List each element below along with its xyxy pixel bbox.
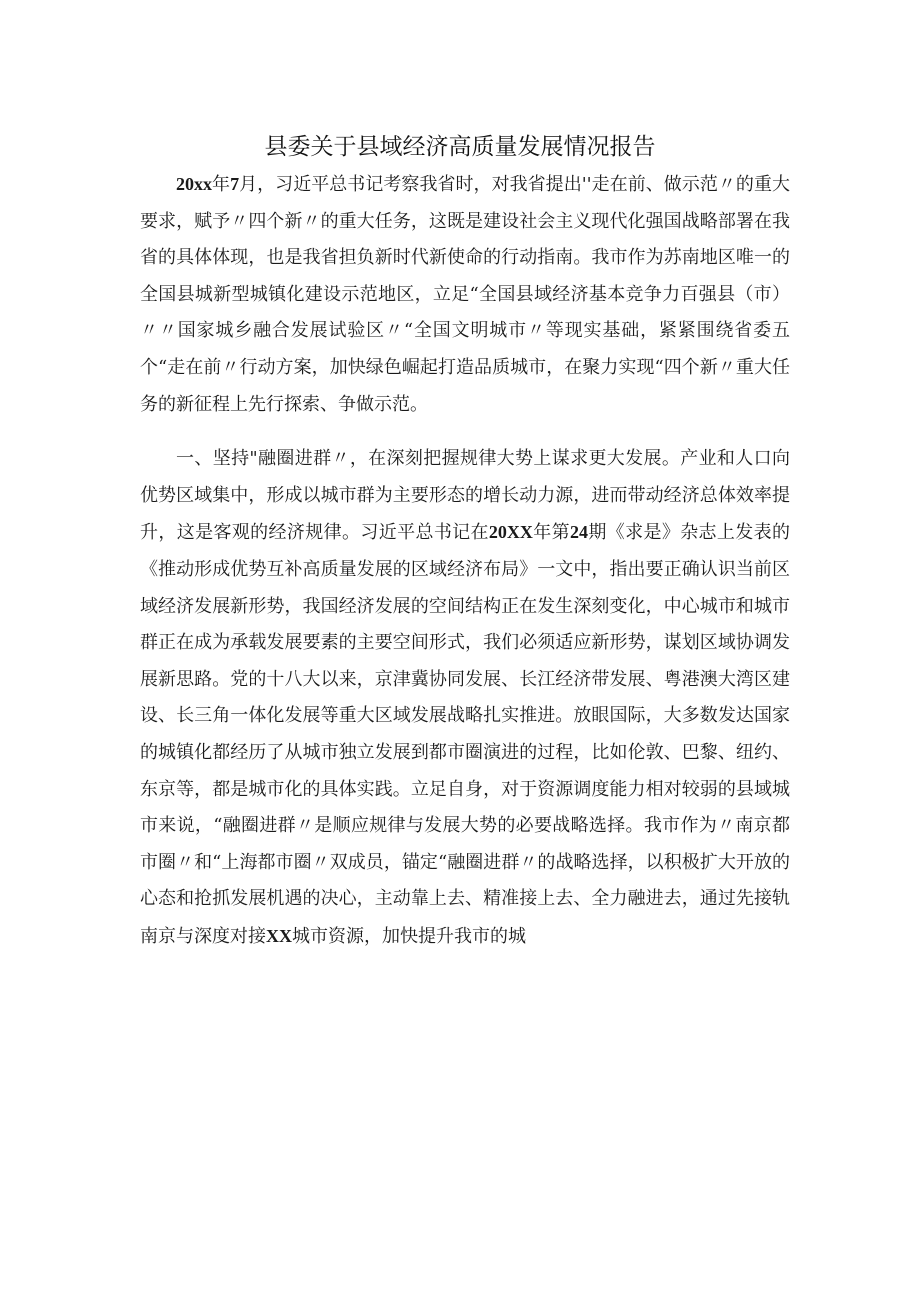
bold-text-run: 20xx [176,174,212,194]
bold-text-run: 20XX [488,522,533,543]
text-run: 城市资源，加快提升我市的城 [292,925,526,947]
document-title: 县委关于县域经济高质量发展情况报告 [264,134,656,160]
bold-text-run: 24 [570,522,589,543]
text-run: 期《求是》杂志上发表的《推动形成优势互补高质量发展的区域经济布局》一文中，指出要正确认识当前区域经济发展新形势，我国经济发展的空间结构正在发生深刻变化，中心城市和城市群正在成为承载发展要素的主要空间形式，我们必须适应新形势，谋划区域协调发展新思路。党的十八大以来，京津冀协同发展、长江经济带发展、粤港澳大湾区建设、长三角一体化发展等重大区域发展战略扎实推进。放眼国际，大多数发达国家的城镇化都经历了从城市独立发展到都市圈演进的过程，比如伦敦、巴黎、纽约、东京等，都是城市化的具体实践。立足自身，对于资源调度能力相对较弱的县域城市来说，“融圈进群〃是顺应规律与发展大势的必要战略选择。我市作为〃南京都市圈〃和“上海都市圈〃双成员，锚定“融圈进群〃的战略选择，以积极扩大开放的心态和抢抓发展机遇的决心，主动靠上去、精准接上去、全力融进去，通过先接轨南京与深度对接 [140,522,791,947]
bold-text-run: XX [266,925,292,946]
paragraph [140,441,790,955]
text-run: 月，习近平总书记考察我省时，对我省提出''走在前、做示范〃的重大要求，赋予〃四个新〃的重大任务，这既是建设社会主义现代化强国战略部署在我省的具体体现，也是我省担负新时代新使命的行动指南。我市作为苏南地区唯一的全国县城新型城镇化建设示范地区，立足“全国县域经济基本竞争力百强县（市）〃〃国家城乡融合发展试验区〃“全国文明城市〃等现实基础，紧紧围绕省委五个“走在前〃行动方案，加快绿色崛起打造品质城市，在聚力实现“四个新〃重大任务的新征程上先行探索、争做示范。 [140,174,790,415]
bold-text-run: 7 [230,174,240,194]
text-run: 年第 [532,522,571,544]
text-run: 一、坚持"融圈进群〃，在深刻把握规律大势上谋求更大发展。产业和人口向优势区域集中，形成以城市群为主要形态的增长动力源，进而带动经济总体效率提升，这是客观的经济规律。习近平总书记在 [140,448,790,544]
text-run: 年 [212,174,231,195]
document-body [140,150,790,955]
paragraph [140,166,790,423]
